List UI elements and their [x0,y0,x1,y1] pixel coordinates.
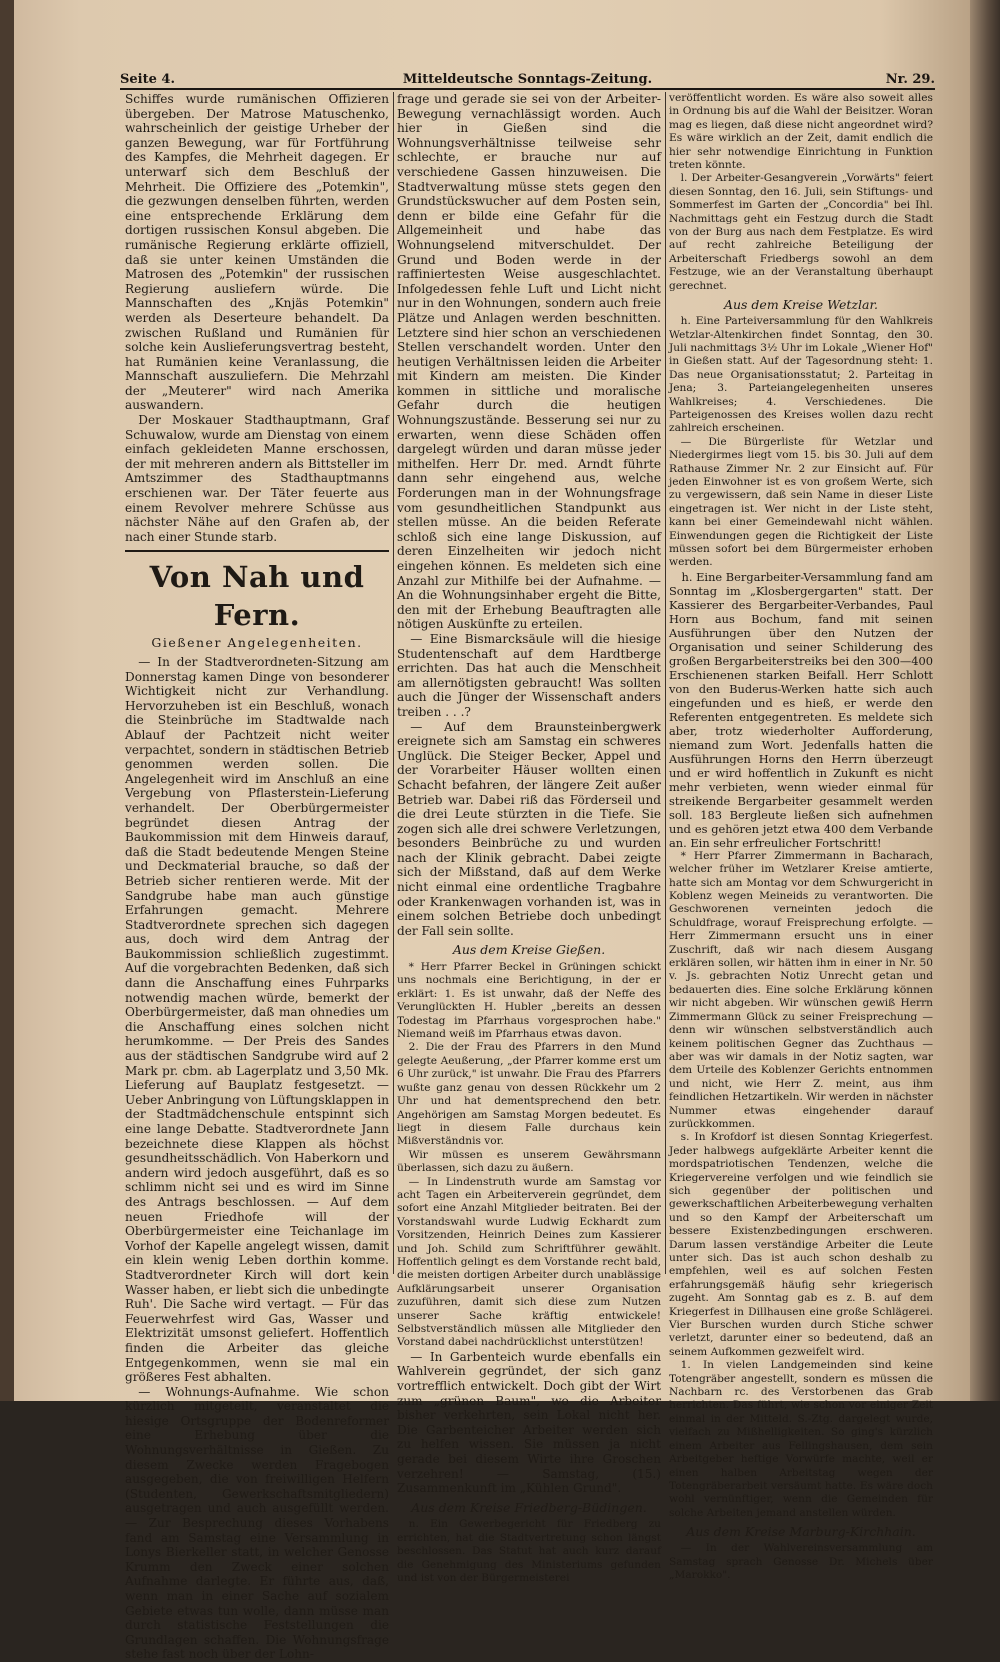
section-title: Von Nah und Fern. [149,560,365,633]
section-heading: Aus dem Kreise Wetzlar. [723,297,879,313]
article-text: — In Lindenstruth wurde am Samstag vor acht Tagen ein Arbeiterverein gegründet, dem sofort eine Anzahl Mitglieder beitraten. Bei der Vorstandswahl wurde Ludwig Eckhardt zum Vorsitzenden, Heinrich Deines zum Kassierer und Joh. Schild zum Schriftführer gewählt. Hoffentlich gelingt es dem Vorstande recht bald, die meisten dortigen Arbeiter durch unablässige Aufklärungsarbeit unserer Organisation zuzuführen, damit sich diese zum Nutzen unserer Sache kräftig entwickele! Selbstverständlich müssen alle Mitglieder den Vorstand dabei nachdrücklichst unterstützen! [397,1175,661,1349]
column-divider [393,92,394,1274]
column-2 [397,92,661,1584]
article-text: — In der Wahlvereinsversammlung am Samstag sprach Genosse Dr. Michels über „Marokko". [669,1542,933,1581]
article-text: h. Eine Bergarbeiter-Versammlung fand am Sonntag im „Klosbergergarten" statt. Der Kassierer des Bergarbeiter-Verbandes, Paul Horn aus Bochum, fand mit seinen Ausführungen über den Nutzen der Organisation und seiner Schilderung des großen Bergarbeiterstreiks bei den 300—400 Erschienenen starken Beifall. Herr Schlott von den Buderus-Werken hatte sich auch eingefunden und es hieß, er werde den Referenten entgegentreten. Es meldete sich aber, trotz wiederholter Aufforderung, niemand zum Wort. Jedenfalls hatten die Ausführungen Horns den Herrn überzeugt und er wird hoffentlich in Zukunft es nicht mehr verbieten, wenn wieder einmal für streikende Bergarbeiter gesammelt werden soll. 183 Bergleute ließen sich aufnehmen und es gehören jetzt etwa 400 dem Verbande an. Ein sehr erfreulicher Fortschritt! [669,569,933,850]
book-binding [0,0,14,1401]
newspaper-title: Mitteldeutsche Sonntags-Zeitung. [402,72,653,87]
article-text: n. Ein Gewerbegericht für Friedberg zu errichten, hat die Stadtvertretung schon längst beschlossen. Das Statut hat auch kurz darauf die Genehmigung des Ministeriums gefunden und ist von der Bürgermeisterei [397,1518,661,1584]
article-text: l. Der Arbeiter-Gesangverein „Vorwärts" feiert diesen Sonntag, den 16. Juli, sein Stiftungs- und Sommerfest im Garten der „Concordia" bei Ihl. Nachmittags geht ein Festzug durch die Stadt von der Burg aus nach dem Festplatze. Es wird auf recht zahlreiche Beteiligung der Arbeiterschaft Friedbergs sowohl an dem Festzuge, wie an der Veranstaltung überhaupt gerechnet. [669,172,933,292]
article-text: * Herr Pfarrer Beckel in Grüningen schickt uns nochmals eine Berichtigung, in der er erklärt: 1. Es ist unwahr, daß der Neffe des Verunglückten H. Hubler „bereits an dessen Todestag im Pfarrhaus vorgesprochen habe." Niemand weiß im Pfarrhaus etwas davon. [397,961,661,1041]
article-text: veröffentlicht worden. Es wäre also soweit alles in Ordnung bis auf die Wahl der Beisitzer. Woran mag es liegen, daß diese nicht angeordnet wird? Es wäre wirklich an der Zeit, damit endlich die hier sehr notwendige Einrichtung in Funktion treten könnte. [669,92,933,172]
column-divider [665,92,666,1274]
page-edge [970,0,1000,1401]
column-1 [125,92,389,1662]
article-text: 2. Die der Frau des Pfarrers in den Mund gelegte Aeußerung, „der Pfarrer komme erst um 6 Uhr zurück," ist unwahr. Die Frau des Pfarrers wußte ganz genau von dessen Rückkehr um 2 Uhr und hat dementsprechend den betr. Angehörigen am Samstag Morgen bedeutet. Es liegt in diesem Falle durchaus kein Mißverständnis vor. [397,1041,661,1148]
article-text: — Auf dem Braunsteinbergwerk ereignete sich am Samstag ein schweres Unglück. Die Steiger Becker, Appel und der Vorarbeiter Häuser wollten einen Schacht befahren, der längere Zeit außer Betrieb war. Dabei riß das Förderseil und die drei Leute stürzten in die Tiefe. Sie zogen sich alle drei schwere Verletzungen, besonders Beinbrüche zu und wurden nach der Klinik gebracht. Dabei zeigte sich der Mißstand, daß auf dem Werke nicht einmal eine ordentliche Tragbahre oder Krankenwagen vorhanden ist, was in einem solchen Betriebe doch unbedingt der Fall sein sollte. [397,719,661,938]
column-3 [669,92,933,1581]
article-text: — Eine Bismarcksäule will die hiesige Studentenschaft auf dem Hardtberge errichten. Das hat auch die Menschheit am allernötigsten gebraucht! Was sollten auch die Jünger der Wissenschaft anders treiben . . .? [397,631,661,719]
article-text: Der Moskauer Stadthauptmann, Graf Schuwalow, wurde am Dienstag von einem einfach gekleideten Manne erschossen, der mit mehreren andern als Bittsteller im Amtszimmer des Stadthauptmanns erschienen war. Der Täter feuerte aus einem Revolver mehrere Schüsse aus nächster Nähe auf den Grafen ab, der nach einer Stunde starb. [125,413,389,544]
article-text: Schiffes wurde rumänischen Offizieren übergeben. Der Matrose Matuschenko, wahrscheinlich der geistige Urheber der ganzen Bewegung, war für Fortführung des Kampfes, die Mehrheit dagegen. Er unterwarf sich dem Beschluß der Mehrheit. Die Offiziere des „Potemkin", die gezwungen denselben führten, werden eine entsprechende Erklärung dem dortigen russischen Konsul abgeben. Die rumänische Regierung erklärte offiziell, daß sie unter keinen Umständen die Matrosen des „Potemkin" der russischen Regierung ausliefern würde. Die Mannschaften des „Knjäs Potemkin" werden als Deserteure behandelt. Da zwischen Rußland und Rumänien für solche kein Auslieferungsvertrag besteht, hat Rumänien keine Veranlassung, die Mannschaft auszuliefern. Die Mehrzahl der „Meuterer" wird nach Amerika auswandern. [125,92,389,413]
article-text: frage und gerade sie sei von der Arbeiter-Bewegung vernachlässigt worden. Auch hier in Gießen sind die Wohnungsverhältnisse teilweise sehr schlechte, er brauche nur auf verschiedene Gassen hinzuweisen. Die Stadtverwaltung müsse stets gegen den Grundstückswucher auf dem Posten sein, denn er bilde eine Gefahr für die Allgemeinheit und habe das Wohnungselend mitverschuldet. Der Grund und Boden werde in der raffiniertesten Weise ausgeschlachtet. Infolgedessen fehle Luft und Licht nicht nur in den Wohnungen, sondern auch freie Plätze und Anlagen werden beschnitten. Letztere sind hier schon an verschiedenen Stellen verschandelt worden. Unter den heutigen Verhältnissen leiden die Arbeiter mit Kindern am meisten. Die Kinder kommen in sittliche und moralische Gefahr durch die heutigen Wohnungszustände. Besserung sei nur zu erwarten, wenn diese Schäden offen dargelegt würden und daran müsse jeder mithelfen. Herr Dr. med. Arndt führte dann sehr eingehend aus, welche Forderungen man in der Wohnungsfrage vom gesundheitlichen Standpunkt aus stellen müsse. An die beiden Referate schloß sich eine lange Diskussion, auf deren Einzelheiten wir jedoch nicht eingehen können. Es meldeten sich eine Anzahl zur Mithilfe bei der Aufnahme. — An die Wohnungsinhaber ergeht die Bitte, den mit der Erhebung Beauftragten alle nötigen Auskünfte zu erteilen. [397,92,661,632]
article-text: Wir müssen es unserem Gewährsmann überlassen, sich dazu zu äußern. [397,1148,661,1175]
page-number: Seite 4. [120,72,175,87]
section-heading: Aus dem Kreise Gießen. [452,942,606,958]
article-text: — Die Bürgerliste für Wetzlar und Niedergirmes liegt vom 15. bis 30. Juli auf dem Rathause Zimmer Nr. 2 zur Einsicht auf. Für jeden Einwohner ist es von großem Werte, sich zu vergewissern, daß sein Name in dieser Liste eingetragen ist. Wer nicht in der Liste steht, kann bei einer Gemeindewahl nicht wählen. Einwendungen gegen die Richtigkeit der Liste müssen sofort bei dem Bürgermeister erhoben werden. [669,435,933,569]
article-text: 1. In vielen Landgemeinden sind keine Totengräber angestellt, sondern es müssen die Nachbarn rc. des Verstorbenen das Grab herrichten. Das führt, wie schon vor einiger Zeit einmal in der Mitteld. S.-Ztg. dargelegt wurde, vielfach zu Mißhelligkeiten. So ging's kürzlich einem Arbeiter aus Fellingshausen, dem sein Arbeitgeber heftige Vorwürfe machte, weil er einen halben Arbeitstag wegen der Totengräberarbeit versäumt hatte. Es wäre doch wohl vernünftiger, wenn die Gemeinden für solche Arbeiten jemand anstellen würden. [669,1359,933,1519]
section-heading: Aus dem Kreise Marburg-Kirchhain. [686,1524,916,1540]
header-rule [120,88,935,90]
section-heading: Aus dem Kreise Friedberg-Büdingen. [411,1499,647,1515]
section-rule [125,550,389,552]
issue-number: Nr. 29. [885,72,935,87]
article-text: h. Eine Parteiversammlung für den Wahlkreis Wetzlar-Altenkirchen findet Sonntag, den 30. Juli nachmittags 3½ Uhr im Lokale „Wiener Hof" in Gießen statt. Auf der Tagesordnung steht: 1. Das neue Organisationsstatut; 2. Parteitag in Jena; 3. Parteiangelegenheiten unseres Wahlkreises; 4. Verschiedenes. Die Parteigenossen des Kreises wollen dazu recht zahlreich erscheinen. [669,315,933,435]
article-text: — In Garbenteich wurde ebenfalls ein Wahlverein gegründet, der sich ganz vortrefflich entwickelt. Doch gibt der Wirt zum „grünen Baum", wo die Arbeiter bisher verkehrten, sein Lokal nicht her. Die Garbenteicher Arbeiter werden sich zu helfen wissen. Sie müssen ja nicht gerade bei diesem Wirte ihre Groschen verzehren! — Samstag, (15.) Zusammenkunft im „Kühlen Grund". [397,1349,661,1496]
page-header [120,70,935,90]
article-text: * Herr Pfarrer Zimmermann in Bacharach, welcher früher im Wetzlarer Kreise amtierte, hatte sich am Montag vor dem Schwurgericht in Koblenz wegen Meineids zu verantworten. Die Geschworenen verneinten jedoch die Schuldfrage, worauf Freisprechung erfolgte. — Herr Zimmermann ersucht uns in einer Zuschrift, daß wir nach diesem Ausgang erklären sollen, wir hätten ihm in einer in Nr. 50 v. Js. gebrachten Notiz Unrecht getan und bedauerten dies. Eine solche Erklärung können wir nicht abgeben. Wir wünschen gewiß Herrn Zimmermann Glück zu seiner Freisprechung — denn wir wünschen selbstverständlich auch keinem politischen Gegner das Zuchthaus — aber was wir damals in der Notiz sagten, war dem Urteile des Koblenzer Gerichts entnommen und nicht, wie Herr Z. meint, aus ihm feindlichen Hetzartikeln. Wir werden in nächster Nummer etwas eingehender darauf zurückkommen. [669,849,933,1130]
article-text: — Wohnungs-Aufnahme. Wie schon kürzlich mitgeteilt, veranstaltet die hiesige Ortsgruppe der Bodenreformer eine Erhebung über die Wohnungsverhältnisse in Gießen. Zu diesem Zwecke werden Fragebogen ausgegeben, die von freiwilligen Helfern (Studenten, Gewerkschaftsmitgliedern) ausgetragen und auch ausgefüllt werden. — Zur Besprechung dieses Vorhabens fand am Samstag eine Versammlung in Lonys Bierkeller statt, in welcher Genosse Krumm den Zweck einer solchen Aufnahme darlegte. Er führte aus, daß, wenn man in einer Sache auf sozialem Gebiete etwas tun wolle, dann müsse man durch statistische Feststellungen die Grundlagen schaffen. Die Wohnungsfrage stehe fast noch über der Lohn- [125,1384,389,1662]
article-text: — In der Stadtverordneten-Sitzung am Donnerstag kamen Dinge von besonderer Wichtigkeit nicht zur Verhandlung. Hervorzuheben ist ein Beschluß, wonach die Steinbrüche im Stadtwalde nach Ablauf der Pachtzeit nicht weiter verpachtet, sondern in städtischen Betrieb genommen werden sollen. Die Angelegenheit wird im Anschluß an eine Vergebung von Pflasterstein-Lieferung verhandelt. Der Oberbürgermeister begründet diesen Antrag der Baukommission mit dem Hinweis darauf, daß die Stadt bedeutende Mengen Steine und Deckmaterial brauche, so daß der Betrieb sicher rentieren werde. Mit der Sandgrube habe man auch günstige Erfahrungen gemacht. Mehrere Stadtverordnete sprechen sich dagegen aus, doch wird dem Antrag der Baukommission schließlich zugestimmt. Auf die vorgebrachten Bedenken, daß sich dann die Anschaffung eines Fuhrparks notwendig machen würde, bemerkt der Oberbürgermeister, daß man ohnedies um die Anschaffung eines solchen nicht herumkomme. — Der Preis des Sandes aus der städtischen Sandgrube wird auf 2 Mark pr. cbm. ab Lagerplatz und 3,50 Mk. Lieferung auf Bauplatz festgesetzt. — Ueber Anbringung von Lüftungsklappen in der Stadtmädchenschule entspinnt sich eine lange Debatte. Stadtverordnete Jann bezeichnete diese Klappen als höchst gesundheitsschädlich. Von Haberkorn und andern wird jedoch ausgeführt, daß es so schlimm nicht sei und es wird im Sinne des Antrags beschlossen. — Auf dem neuen Friedhofe will der Oberbürgermeister eine Teichanlage im Vorhof der Kapelle angelegt wissen, damit ein klein wenig Leben dorthin komme. Stadtverordneter Kirch will dort kein Wasser haben, er liebt sich die unbedingte Ruh'. Die Sache wird vertagt. — Für das Feuerwehrfest wird Gas, Wasser und Elektrizität umsonst geliefert. Hoffentlich finden die Arbeiter das gleiche Entgegenkommen, wenn sie mal ein größeres Fest abhalten. [125,655,389,1385]
section-subtitle: Gießener Angelegenheiten. [151,635,363,651]
article-text: s. In Krofdorf ist diesen Sonntag Kriegerfest. Jeder halbwegs aufgeklärte Arbeiter kennt die mordspatriotischen Tendenzen, welche die Kriegervereine verfolgen und wie feindlich sie sich gegenüber der politischen und gewerkschaftlichen Arbeiterbewegung verhalten und so den Kampf der Arbeiterschaft um bessere Existenzbedingungen erschweren. Darum lassen verständige Arbeiter die Leute unter sich. Das ist auch schon deshalb zu empfehlen, weil es auf solchen Festen erfahrungsgemäß häufig sehr kriegerisch zugeht. Am Sonntag gab es z. B. auf dem Kriegerfest in Dillhausen eine große Schlägerei. Vier Burschen wurden durch Stiche schwer verletzt, darunter einer so bedeutend, daß an seinem Aufkommen gezweifelt wird. [669,1131,933,1358]
